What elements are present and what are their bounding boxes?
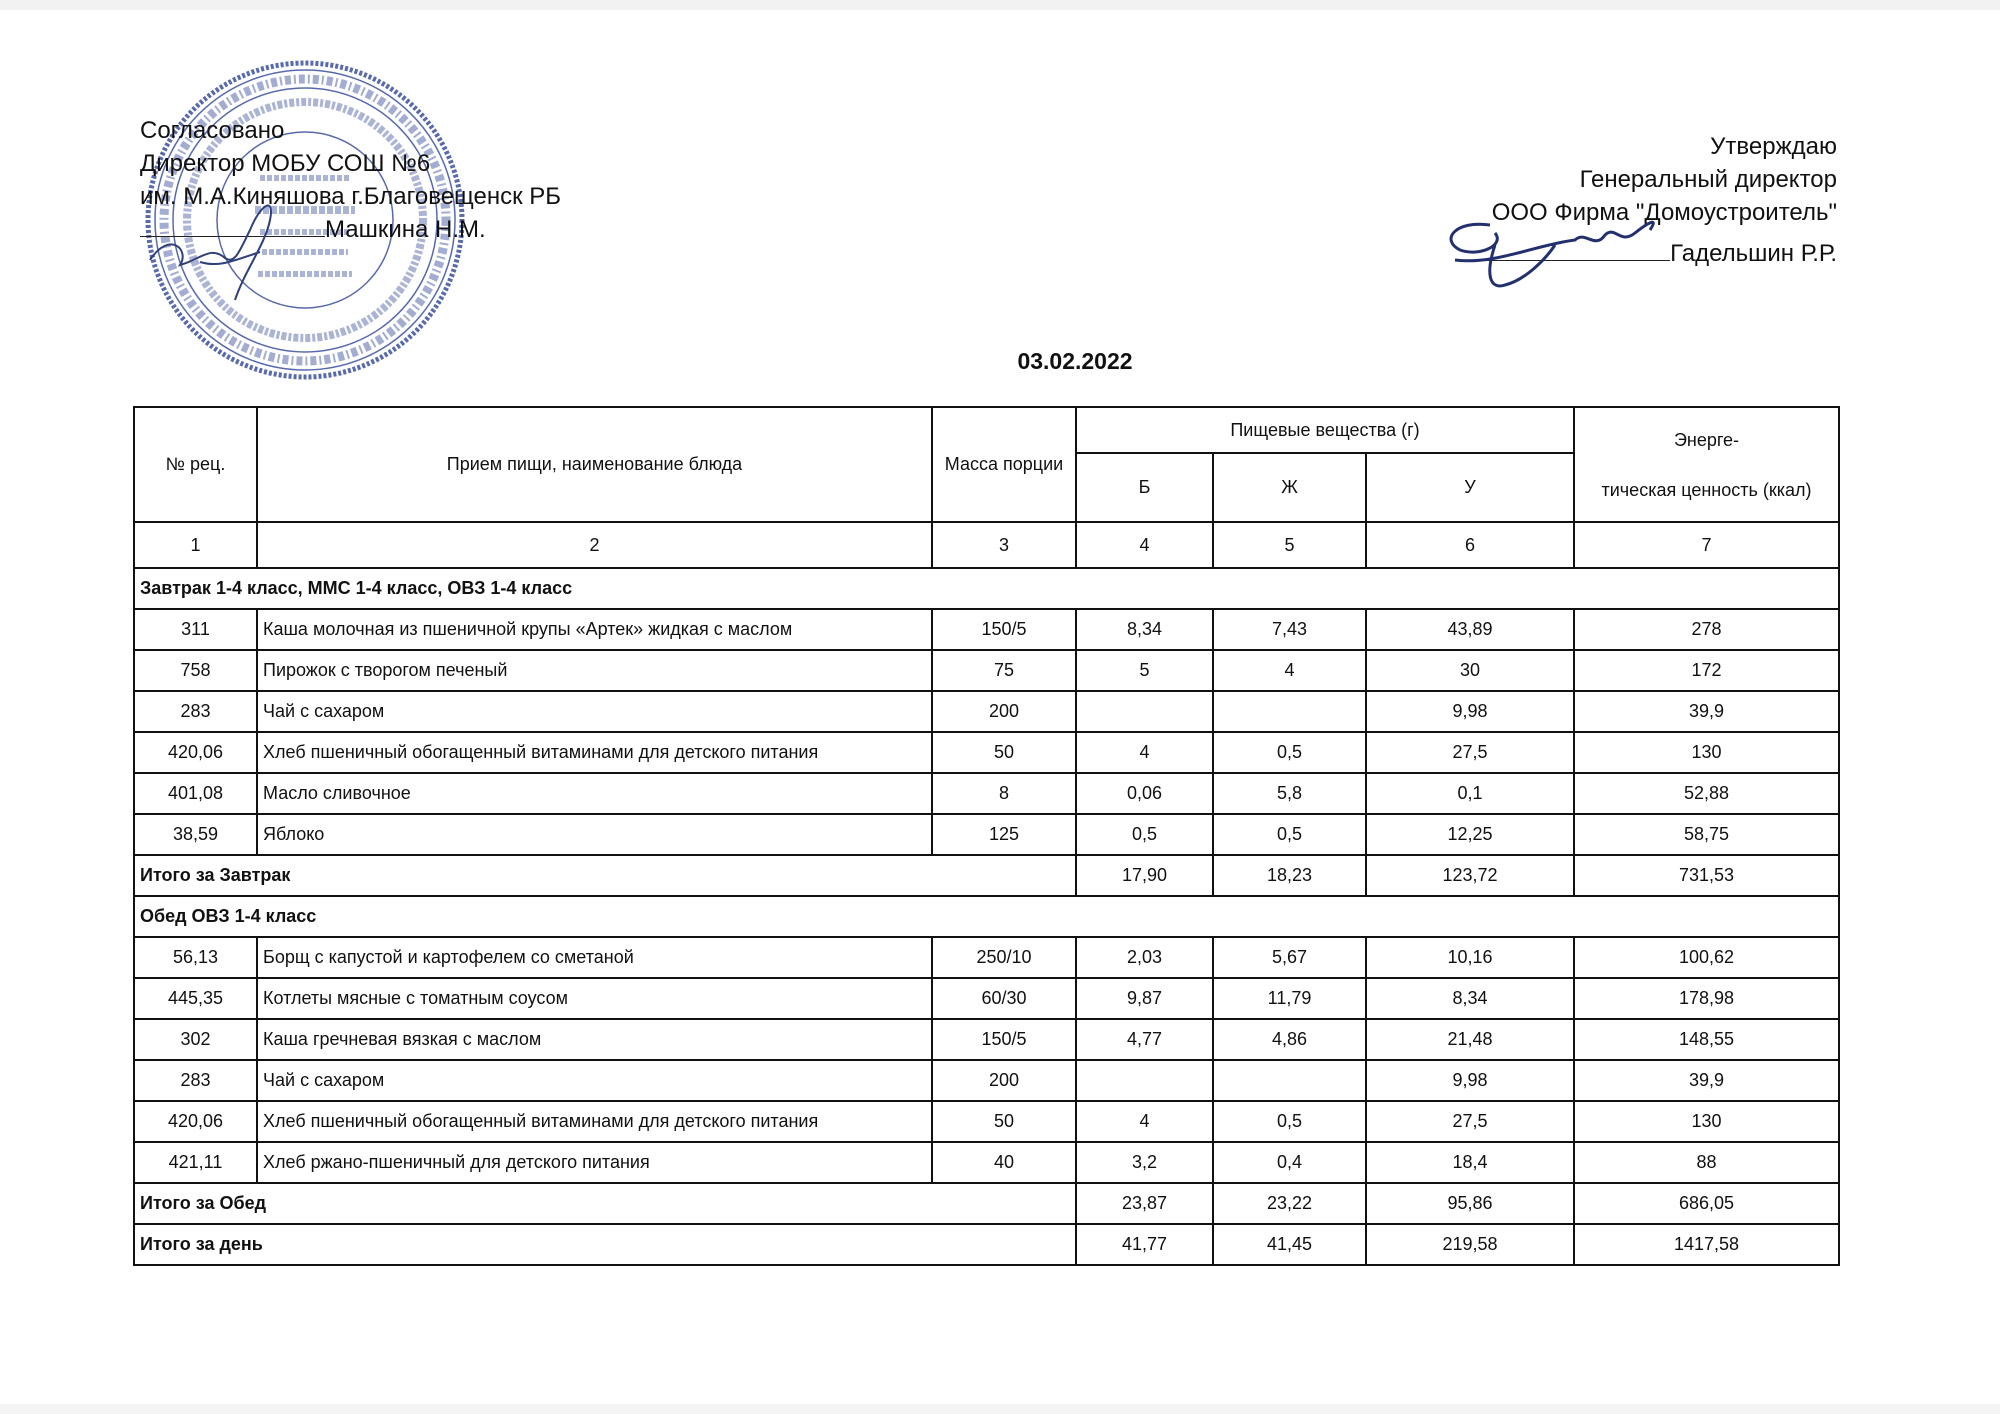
portion-mass: 75: [932, 650, 1076, 691]
dish-row: [134, 609, 1839, 650]
breakfast-total-row: [134, 855, 1839, 896]
total-label: Итого за день: [134, 1224, 1076, 1265]
recipe-number: 283: [134, 691, 257, 732]
portion-mass: 50: [932, 732, 1076, 773]
column-number: 5: [1213, 522, 1366, 568]
header-energy: [1574, 407, 1839, 522]
recipe-number: 420,06: [134, 732, 257, 773]
energy-value: 39,9: [1574, 691, 1839, 732]
dish-name: Чай с сахаром: [257, 1060, 932, 1101]
total-carbs: 219,58: [1366, 1224, 1574, 1265]
carbs-value: 27,5: [1366, 732, 1574, 773]
protein-value: 4,77: [1076, 1019, 1213, 1060]
total-carbs: 123,72: [1366, 855, 1574, 896]
energy-value: 130: [1574, 1101, 1839, 1142]
fat-value: 4: [1213, 650, 1366, 691]
portion-mass: 50: [932, 1101, 1076, 1142]
recipe-number: 401,08: [134, 773, 257, 814]
dish-row: [134, 814, 1839, 855]
dish-name: Хлеб ржано-пшеничный для детского питания: [257, 1142, 932, 1183]
column-number: 3: [932, 522, 1076, 568]
energy-value: 39,9: [1574, 1060, 1839, 1101]
carbs-value: 9,98: [1366, 1060, 1574, 1101]
header-row: [134, 407, 1839, 453]
total-protein: 41,77: [1076, 1224, 1213, 1265]
energy-value: 58,75: [1574, 814, 1839, 855]
dish-row: [134, 1060, 1839, 1101]
protein-value: 0,06: [1076, 773, 1213, 814]
portion-mass: 250/10: [932, 937, 1076, 978]
director-signature: [140, 190, 340, 320]
fat-value: 4,86: [1213, 1019, 1366, 1060]
carbs-value: 21,48: [1366, 1019, 1574, 1060]
recipe-number: 311: [134, 609, 257, 650]
recipe-number: 421,11: [134, 1142, 257, 1183]
approver-position: Директор МОБУ СОШ №6: [140, 150, 431, 177]
scan-bottom-edge: [0, 1404, 2000, 1414]
dish-name: Борщ с капустой и картофелем со сметаной: [257, 937, 932, 978]
day-total-row: [134, 1224, 1839, 1265]
portion-mass: 150/5: [932, 1019, 1076, 1060]
column-number: 1: [134, 522, 257, 568]
carbs-value: 27,5: [1366, 1101, 1574, 1142]
fat-value: 7,43: [1213, 609, 1366, 650]
carbs-value: 9,98: [1366, 691, 1574, 732]
dish-name: Котлеты мясные с томатным соусом: [257, 978, 932, 1019]
recipe-number: 38,59: [134, 814, 257, 855]
general-director-signature: [1435, 205, 1675, 300]
energy-value: 130: [1574, 732, 1839, 773]
protein-value: 8,34: [1076, 609, 1213, 650]
lunch-section-row: [134, 896, 1839, 937]
approver-name: Гадельшин Р.Р.: [1670, 240, 1837, 267]
fat-value: 0,4: [1213, 1142, 1366, 1183]
total-energy: 731,53: [1574, 855, 1839, 896]
breakfast-section-row: [134, 568, 1839, 609]
energy-value: 172: [1574, 650, 1839, 691]
carbs-value: 12,25: [1366, 814, 1574, 855]
protein-value: [1076, 1060, 1213, 1101]
protein-value: 3,2: [1076, 1142, 1213, 1183]
header-energy-line2: тическая ценность (ккал): [1601, 479, 1812, 500]
portion-mass: 8: [932, 773, 1076, 814]
total-protein: 23,87: [1076, 1183, 1213, 1224]
menu-table: [133, 406, 1840, 1266]
recipe-number: 445,35: [134, 978, 257, 1019]
dish-name: Яблоко: [257, 814, 932, 855]
portion-mass: 200: [932, 1060, 1076, 1101]
protein-value: [1076, 691, 1213, 732]
header-energy-line1: Энерге-: [1673, 429, 1740, 450]
dish-row: [134, 937, 1839, 978]
header-fat: Ж: [1213, 453, 1366, 522]
protein-value: 2,03: [1076, 937, 1213, 978]
header-name: Прием пищи, наименование блюда: [257, 407, 932, 522]
fat-value: 0,5: [1213, 732, 1366, 773]
portion-mass: 40: [932, 1142, 1076, 1183]
fat-value: 0,5: [1213, 1101, 1366, 1142]
menu-date: 03.02.2022: [1017, 348, 1133, 374]
dish-row: [134, 650, 1839, 691]
protein-value: 4: [1076, 732, 1213, 773]
carbs-value: 18,4: [1366, 1142, 1574, 1183]
recipe-number: 420,06: [134, 1101, 257, 1142]
carbs-value: 8,34: [1366, 978, 1574, 1019]
dish-row: [134, 773, 1839, 814]
carbs-value: 10,16: [1366, 937, 1574, 978]
approver-position: Генеральный директор: [1579, 166, 1837, 193]
lunch-total-row: [134, 1183, 1839, 1224]
fat-value: 11,79: [1213, 978, 1366, 1019]
recipe-number: 56,13: [134, 937, 257, 978]
protein-value: 9,87: [1076, 978, 1213, 1019]
header-mass: Масса порции: [932, 407, 1076, 522]
dish-name: Каша молочная из пшеничной крупы «Артек» жидкая с маслом: [257, 609, 932, 650]
dish-row: [134, 1019, 1839, 1060]
approver-name: Машкина Н.М.: [325, 216, 486, 243]
carbs-value: 0,1: [1366, 773, 1574, 814]
total-fat: 18,23: [1213, 855, 1366, 896]
approval-title: Согласовано: [140, 117, 285, 144]
dish-row: [134, 1142, 1839, 1183]
total-fat: 23,22: [1213, 1183, 1366, 1224]
dish-name: Хлеб пшеничный обогащенный витаминами для детского питания: [257, 1101, 932, 1142]
dish-name: Масло сливочное: [257, 773, 932, 814]
protein-value: 0,5: [1076, 814, 1213, 855]
portion-mass: 60/30: [932, 978, 1076, 1019]
energy-value: 178,98: [1574, 978, 1839, 1019]
fat-value: [1213, 1060, 1366, 1101]
carbs-value: 30: [1366, 650, 1574, 691]
recipe-number: 283: [134, 1060, 257, 1101]
header-protein: Б: [1076, 453, 1213, 522]
portion-mass: 125: [932, 814, 1076, 855]
fat-value: 5,67: [1213, 937, 1366, 978]
column-number: 6: [1366, 522, 1574, 568]
approver-organization: им. М.А.Киняшова г.Благовещенск РБ: [140, 183, 562, 210]
column-number: 7: [1574, 522, 1839, 568]
header-carbs: У: [1366, 453, 1574, 522]
protein-value: 4: [1076, 1101, 1213, 1142]
dish-name: Каша гречневая вязкая с маслом: [257, 1019, 932, 1060]
energy-value: 52,88: [1574, 773, 1839, 814]
meal-section-title: Обед ОВЗ 1-4 класс: [134, 896, 1839, 937]
fat-value: 0,5: [1213, 814, 1366, 855]
energy-value: 148,55: [1574, 1019, 1839, 1060]
fat-value: [1213, 691, 1366, 732]
approval-title: Утверждаю: [1710, 133, 1837, 160]
total-energy: 1417,58: [1574, 1224, 1839, 1265]
fat-value: 5,8: [1213, 773, 1366, 814]
portion-mass: 150/5: [932, 609, 1076, 650]
column-numbers-row: [134, 522, 1839, 568]
total-protein: 17,90: [1076, 855, 1213, 896]
portion-mass: 200: [932, 691, 1076, 732]
energy-value: 100,62: [1574, 937, 1839, 978]
energy-value: 278: [1574, 609, 1839, 650]
recipe-number: 302: [134, 1019, 257, 1060]
dish-row: [134, 691, 1839, 732]
dish-name: Чай с сахаром: [257, 691, 932, 732]
dish-row: [134, 978, 1839, 1019]
carbs-value: 43,89: [1366, 609, 1574, 650]
total-fat: 41,45: [1213, 1224, 1366, 1265]
scan-top-edge: [0, 0, 2000, 10]
total-energy: 686,05: [1574, 1183, 1839, 1224]
total-label: Итого за Обед: [134, 1183, 1076, 1224]
header-nutrients: Пищевые вещества (г): [1076, 407, 1574, 453]
approver-organization: ООО Фирма "Домоустроитель": [1491, 199, 1837, 226]
protein-value: 5: [1076, 650, 1213, 691]
dish-name: Пирожок с творогом печеный: [257, 650, 932, 691]
header-rec: № рец.: [134, 407, 257, 522]
meal-section-title: Завтрак 1-4 класс, ММС 1-4 класс, ОВЗ 1-4 класс: [134, 568, 1839, 609]
column-number: 4: [1076, 522, 1213, 568]
dish-row: [134, 732, 1839, 773]
column-number: 2: [257, 522, 932, 568]
total-carbs: 95,86: [1366, 1183, 1574, 1224]
total-label: Итого за Завтрак: [134, 855, 1076, 896]
dish-row: [134, 1101, 1839, 1142]
energy-value: 88: [1574, 1142, 1839, 1183]
dish-name: Хлеб пшеничный обогащенный витаминами для детского питания: [257, 732, 932, 773]
recipe-number: 758: [134, 650, 257, 691]
